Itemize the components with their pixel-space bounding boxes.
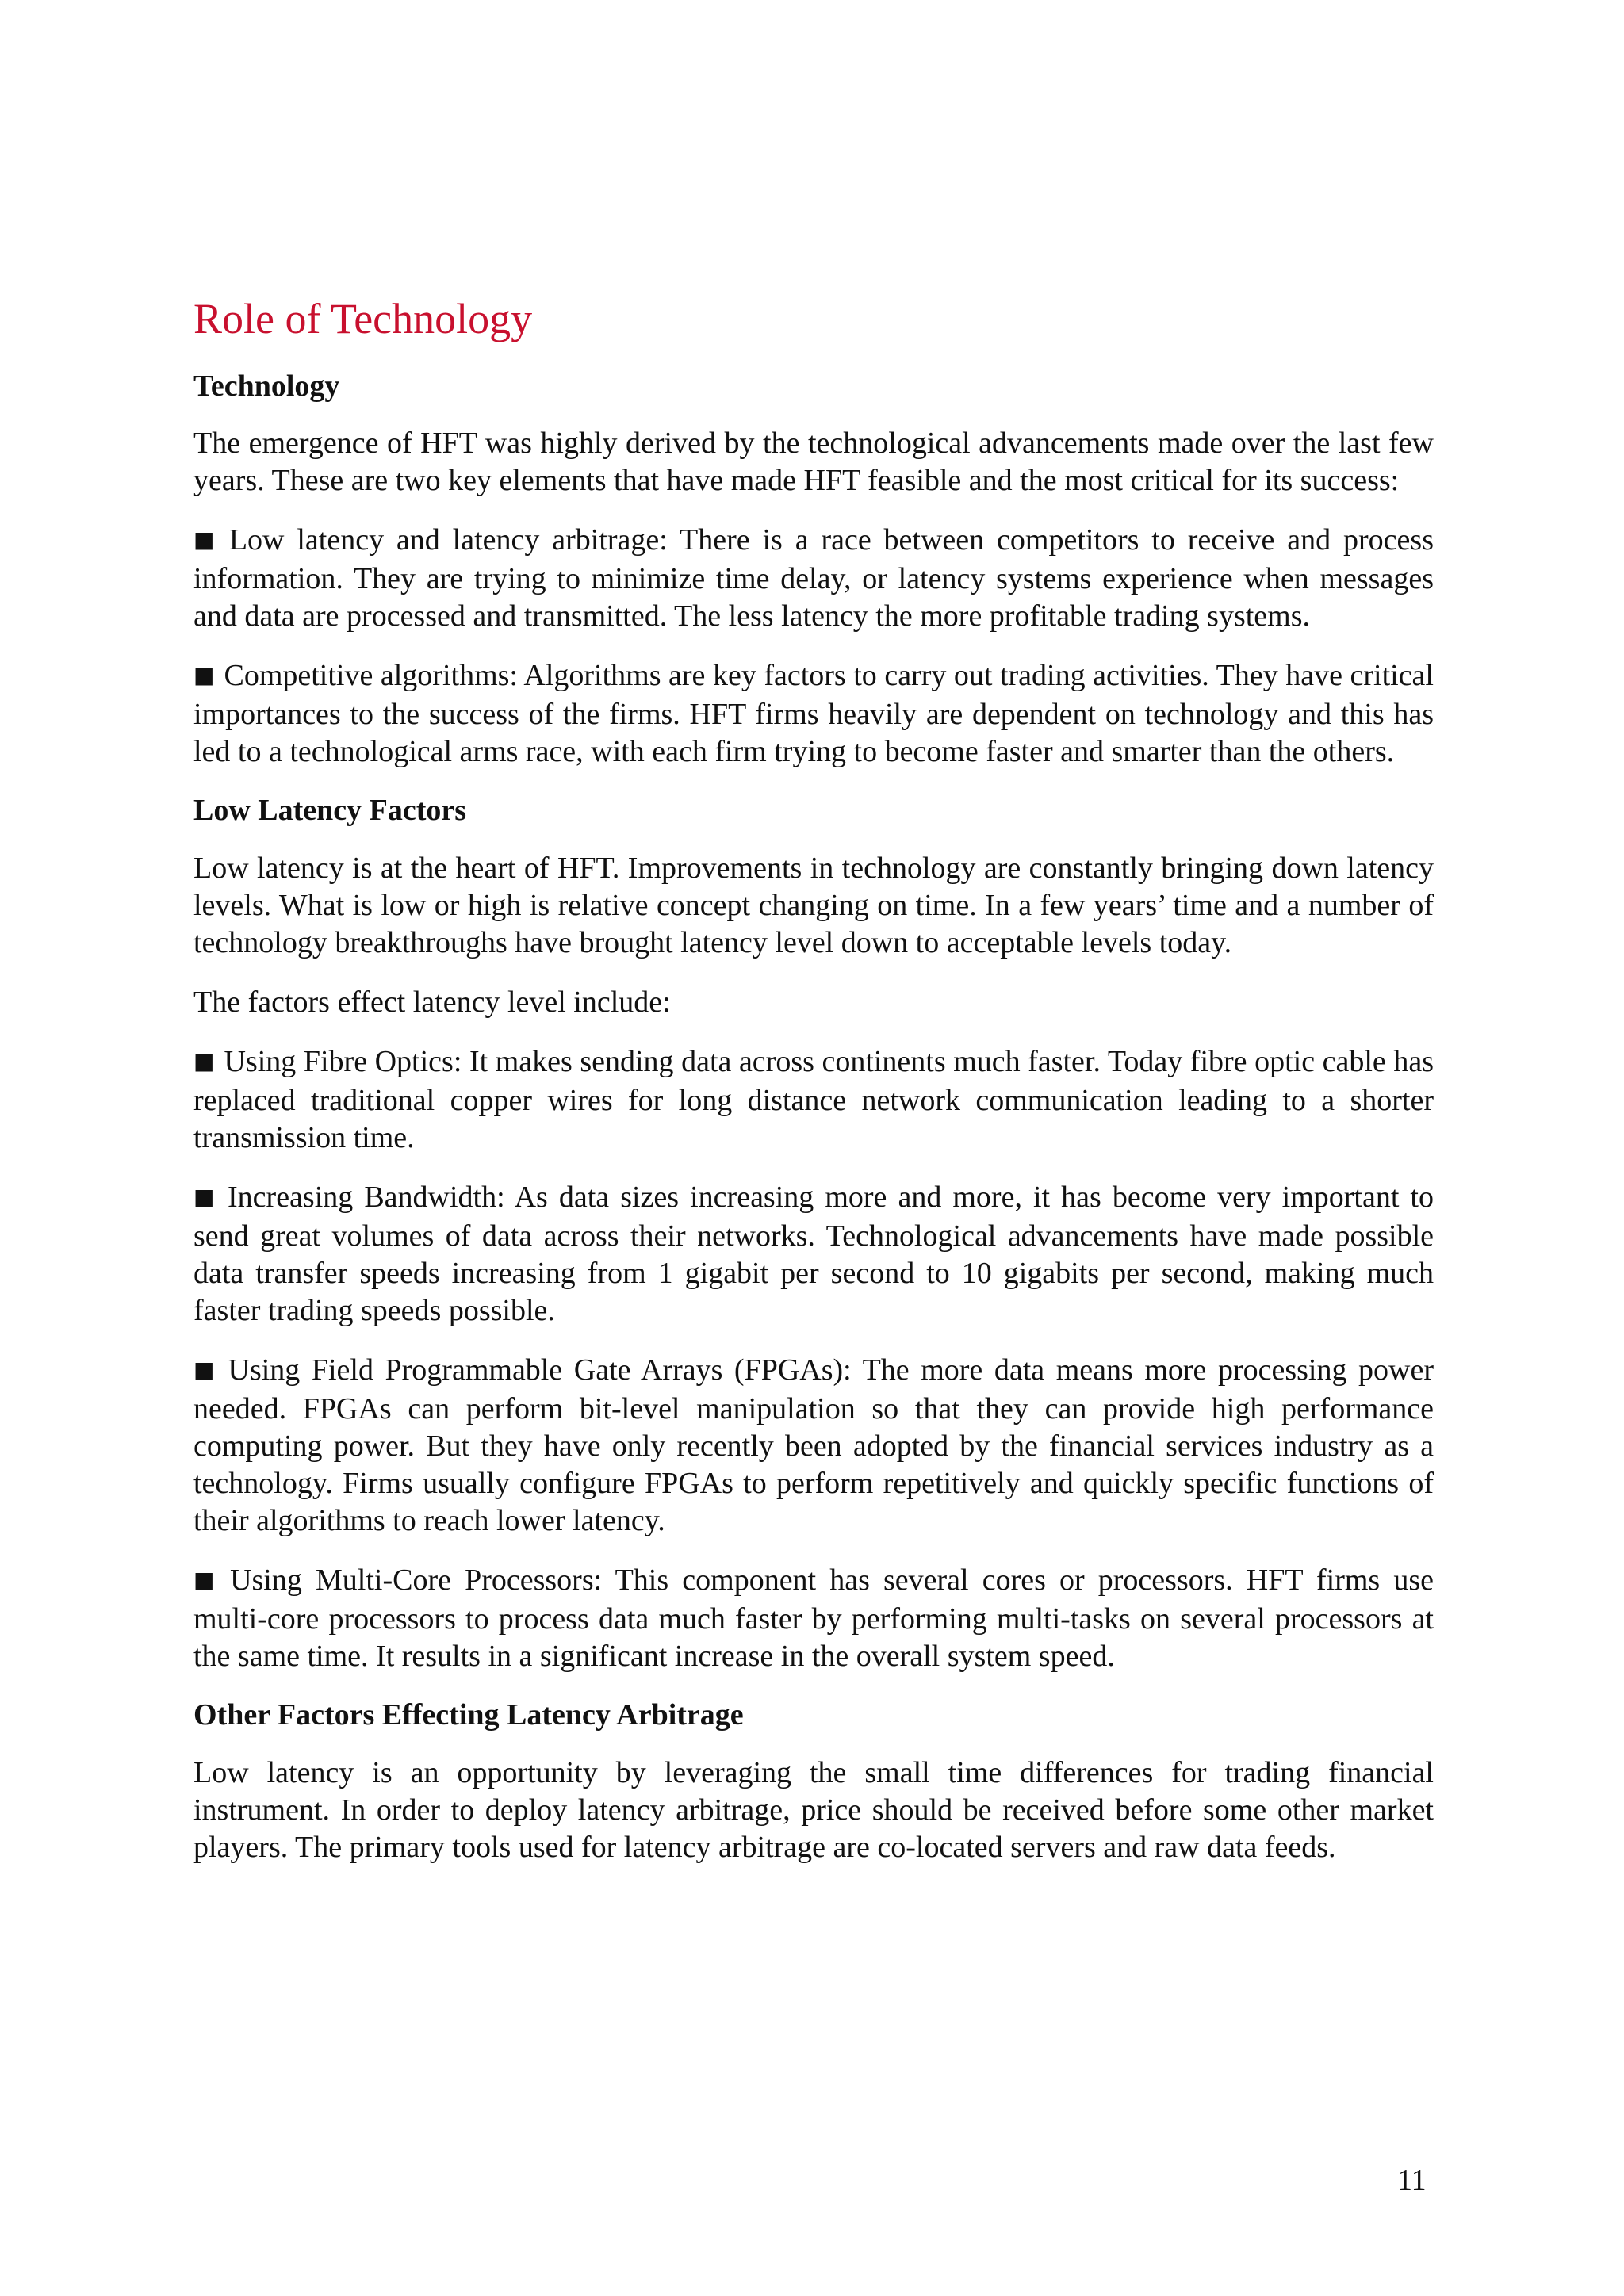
bullet-square-icon: ■ <box>193 1047 215 1074</box>
bullet-square-icon: ■ <box>193 1183 219 1210</box>
bullet-square-icon: ■ <box>193 1566 221 1593</box>
bullet-paragraph <box>193 1352 1434 1540</box>
other-factors-paragraph: Low latency is an opportunity by leveraging the small time differences for trading financial instrument. In order to deploy latency arbitrage, price should be received before some other market players. The primary tools used for latency arbitrage are co-located servers and raw data feeds. <box>193 1755 1434 1864</box>
bullet-text-multi-core: Using Multi-Core Processors: This component has several cores or processors. HFT firms use multi-core processors to process data much faster by performing multi-tasks on several processors at the same time. It results in a significant increase in the overall system speed. <box>193 1563 1434 1673</box>
bullet-paragraph <box>193 1179 1434 1330</box>
bullet-paragraph <box>193 1043 1434 1157</box>
bullet-paragraph <box>193 657 1434 771</box>
technology-intro-paragraph: The emergence of HFT was highly derived by the technological advancements made over the last few years. These are two key elements that have made HFT feasible and the most critical for its success: <box>193 427 1434 498</box>
page-title: Role of Technology <box>193 295 533 342</box>
factors-lead-paragraph: The factors effect latency level include: <box>193 985 671 1019</box>
bullet-text-fibre-optics: Using Fibre Optics: It makes sending data across continents much faster. Today fibre optic cable has replaced traditional copper wires for long distance network communication leading to a shorter transmission time. <box>193 1044 1434 1154</box>
bullet-paragraph <box>193 522 1434 635</box>
document-page <box>193 293 1434 1888</box>
section-heading-other-factors: Other Factors Effecting Latency Arbitrage <box>193 1697 744 1732</box>
bullet-text-competitive-algorithms: Competitive algorithms: Algorithms are key factors to carry out trading activities. They have critical importances to the success of the firms. HFT firms heavily are dependent on technology and this has led to a technological arms race, with each firm trying to become faster and smarter than the others. <box>193 659 1434 769</box>
bullet-square-icon: ■ <box>193 662 215 689</box>
page-number: 11 <box>1397 2164 1427 2197</box>
bullet-text-bandwidth: Increasing Bandwidth: As data sizes increasing more and more, it has become very important to send great volumes of data across their networks. Technological advancements have made possible data transfer speeds increasing from 1 gigabit per second to 10 gigabits per second, making much faster trading speeds possible. <box>193 1180 1434 1327</box>
section-heading-low-latency-factors: Low Latency Factors <box>193 794 467 828</box>
bullet-square-icon: ■ <box>193 526 220 553</box>
section-heading-technology: Technology <box>193 369 340 403</box>
low-latency-intro-paragraph: Low latency is at the heart of HFT. Improvements in technology are constantly bringing down latency levels. What is low or high is relative concept changing on time. In a few years’ time and a number of technology breakthroughs have brought latency level down to acceptable levels today. <box>193 851 1434 959</box>
bullet-text-low-latency: Low latency and latency arbitrage: There is a race between competitors to receive and process information. They are trying to minimize time delay, or latency systems experience when messages and data are processed and transmitted. The less latency the more profitable trading systems. <box>193 523 1434 633</box>
bullet-square-icon: ■ <box>193 1356 219 1383</box>
bullet-paragraph <box>193 1562 1434 1675</box>
bullet-text-fpgas: Using Field Programmable Gate Arrays (FPGAs): The more data means more processing power needed. FPGAs can perform bit-level manipulation so that they can provide high performance computing power. But they have only recently been adopted by the financial services industry as a technology. Firms usually configure FPGAs to perform repetitively and quickly specific functions of their algorithms to reach lower latency. <box>193 1353 1434 1537</box>
